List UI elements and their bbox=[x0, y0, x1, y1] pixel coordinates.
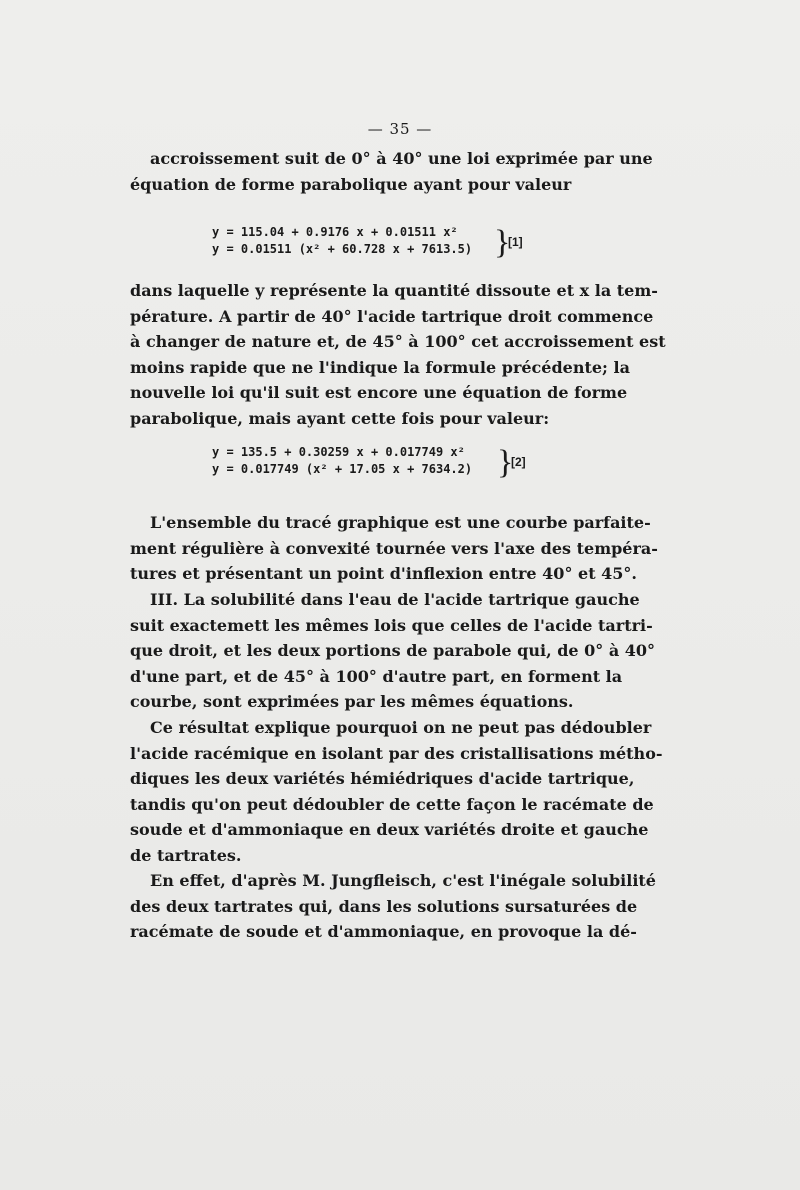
text-line: III. La solubilité dans l'eau de l'acide tartrique gauche bbox=[150, 590, 640, 609]
text-line: racémate de soude et d'ammoniaque, en provoque la dé- bbox=[130, 922, 637, 941]
paragraph-1 bbox=[130, 146, 653, 197]
equation-1 bbox=[212, 224, 472, 258]
text-line: de tartrates. bbox=[130, 845, 242, 865]
paragraph-2 bbox=[130, 278, 666, 431]
text-line: accroissement suit de 0° à 40° une loi exprimée par une bbox=[150, 149, 653, 168]
text-line: des deux tartrates qui, dans les solutions sursaturées de bbox=[130, 896, 638, 916]
text-line: équation de forme parabolique ayant pour valeur bbox=[130, 174, 572, 194]
text-line: l'acide racémique en isolant par des cristallisations métho- bbox=[130, 743, 663, 763]
paragraph-5 bbox=[130, 715, 663, 868]
text-line: courbe, sont exprimées par les mêmes équations. bbox=[130, 692, 574, 711]
equation-line: y = 135.5 + 0.30259 x + 0.017749 x² bbox=[212, 445, 465, 459]
paragraph-3 bbox=[130, 510, 658, 587]
equation-2 bbox=[212, 444, 472, 478]
text-line: dans laquelle y représente la quantité dissoute et x la tem- bbox=[130, 281, 658, 300]
brace-icon: } bbox=[494, 224, 511, 261]
equation-line: y = 115.04 + 0.9176 x + 0.01511 x² bbox=[212, 225, 458, 239]
text-line: que droit, et les deux portions de parabole qui, de 0° à 40° bbox=[130, 641, 656, 660]
equation-line: y = 0.01511 (x² + 60.728 x + 7613.5) bbox=[212, 242, 473, 256]
text-line: pérature. A partir de 40° l'acide tartrique droit commence bbox=[130, 306, 654, 326]
paragraph-6 bbox=[130, 868, 656, 945]
text-line: En effet, d'après M. Jungfleisch, c'est l'inégale solubilité bbox=[150, 871, 656, 890]
text-line: L'ensemble du tracé graphique est une courbe parfaite- bbox=[150, 513, 651, 532]
text-line: tures et présentant un point d'inflexion entre 40° et 45°. bbox=[130, 564, 637, 583]
text-line: moins rapide que ne l'indique la formule précédente; la bbox=[130, 357, 630, 377]
page-number: — 35 — bbox=[367, 120, 433, 138]
paragraph-4 bbox=[130, 587, 656, 715]
text-line: à changer de nature et, de 45° à 100° cet accroissement est bbox=[130, 332, 666, 351]
text-line: soude et d'ammoniaque en deux variétés droite et gauche bbox=[130, 820, 649, 839]
text-line: ment régulière à convexité tournée vers l'axe des tempéra- bbox=[130, 538, 658, 558]
brace-icon: } bbox=[497, 444, 514, 481]
equation-line: y = 0.017749 (x² + 17.05 x + 7634.2) bbox=[212, 462, 473, 476]
equation-number: [1] bbox=[508, 235, 523, 249]
equation-number: [2] bbox=[511, 455, 526, 469]
text-line: tandis qu'on peut dédoubler de cette façon le racémate de bbox=[130, 794, 654, 814]
text-line: diques les deux variétés hémiédriques d'acide tartrique, bbox=[130, 769, 635, 788]
text-line: d'une part, et de 45° à 100° d'autre part, en forment la bbox=[130, 666, 623, 686]
text-line: Ce résultat explique pourquoi on ne peut pas dédoubler bbox=[150, 718, 652, 737]
text-line: nouvelle loi qu'il suit est encore une équation de forme bbox=[130, 383, 628, 402]
text-line: parabolique, mais ayant cette fois pour valeur: bbox=[130, 408, 550, 428]
text-line: suit exactemett les mêmes lois que celles de l'acide tartri- bbox=[130, 615, 653, 635]
